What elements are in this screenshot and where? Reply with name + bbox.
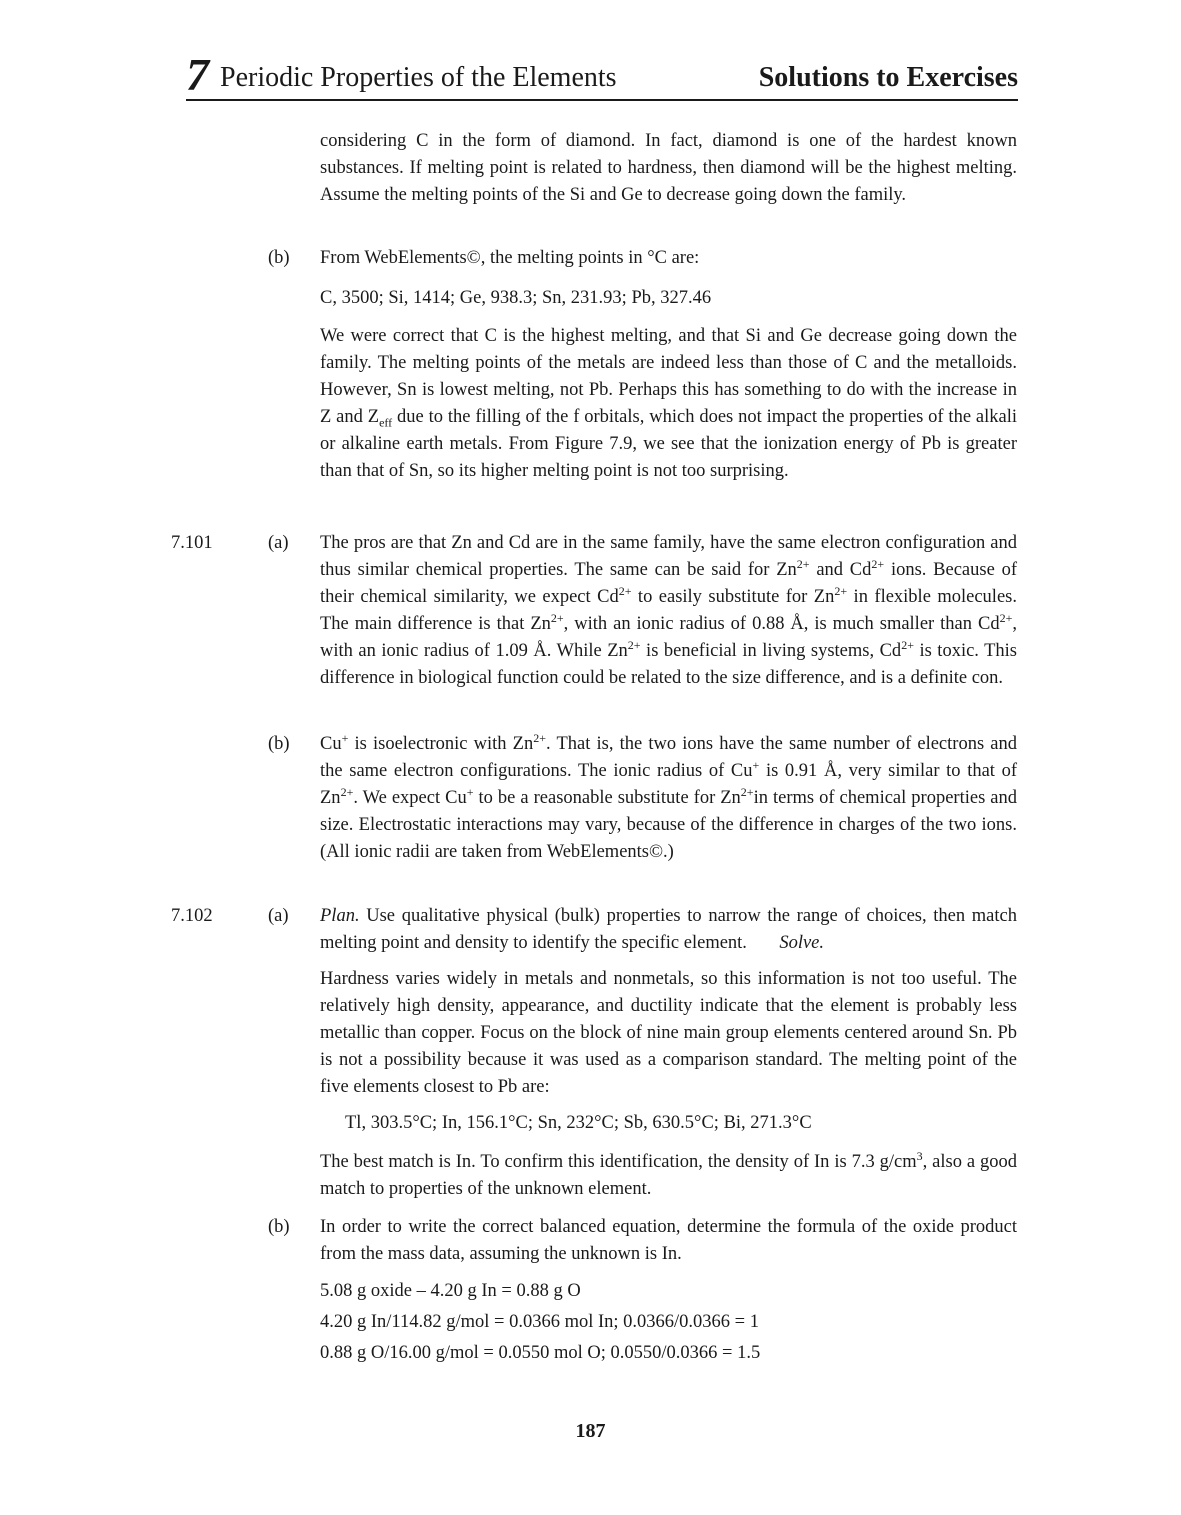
- header-rule: [186, 99, 1018, 101]
- exercise-number-7-102: 7.102: [171, 906, 213, 926]
- best-match-text-b: , also a good match to properties of the unknown element.: [320, 1152, 1017, 1199]
- label-a: (a): [268, 533, 289, 553]
- equation-2: 4.20 g In/114.82 g/mol = 0.0366 mol In; 0.0366/0.0366 = 1: [320, 1312, 759, 1332]
- label-a-2: (a): [268, 906, 289, 926]
- equation-1: 5.08 g oxide – 4.20 g In = 0.88 g O: [320, 1281, 581, 1301]
- cm3-superscript: 3: [916, 1148, 923, 1163]
- equation-3: 0.88 g O/16.00 g/mol = 0.0550 mol O; 0.0550/0.0366 = 1.5: [320, 1343, 761, 1363]
- label-b-3: (b): [268, 1217, 290, 1237]
- exercise-number-7-101: 7.101: [171, 533, 213, 553]
- solve-label: Solve.: [779, 933, 824, 953]
- paragraph-cu: Cu+ is isoelectronic with $Zn^{2+}$. That is, the two ions have the same number of electrons and the same electron configurations. The ionic radius of Cu+ is 0.91 Å, very similar to that of $Zn^{2+}$. We expect Cu+ to be a reasonable substitute for $Zn^{2+}in$ terms of chemical properties and size. Electrostatic interactions may vary, because of the difference in charges of the two ions. (All ionic radii are taken from WebElements©.): [320, 730, 1017, 862]
- paragraph-zn-cd: The pros are that Zn and Cd are in the same family, have the same electron configuration and thus similar chemical properties. The same can be said for $Zn^{2+}$ and $Cd^{2+}$ ions. Because of their chemical similarity, we expect $Cd^{2+}$ to easily substitute for $Zn^{2+}$ in flexible molecules. The main difference is that $Zn^{2+}$, with an ionic radius of 0.88 Å, is much smaller than $Cd^{2+}$, with an ionic radius of 1.09 Å. While $Zn^{2+}$ is beneficial in living systems, $Cd^{2+}$ is toxic. This difference in biological function could be related to the size difference, and is a definite con.: [320, 533, 1017, 688]
- chapter-number: 7: [186, 49, 209, 100]
- paragraph-oxide: In order to write the correct balanced equation, determine the formula of the oxide product from the mass data, assuming the unknown is In.: [320, 1217, 1017, 1264]
- plan-text: Use qualitative physical (bulk) properties to narrow the range of choices, then match melting point and density to identify the specific element.: [320, 906, 1017, 953]
- page-number: 187: [575, 1420, 606, 1442]
- section-title: Solutions to Exercises: [758, 62, 1018, 93]
- running-header: [186, 49, 1018, 106]
- label-b: (b): [268, 248, 290, 268]
- paragraph-best-match: [320, 1149, 1017, 1203]
- chapter-title: Periodic Properties of the Elements: [220, 62, 617, 93]
- paragraph-conclusion: [320, 323, 1017, 485]
- label-b-2: (b): [268, 734, 290, 754]
- conclusion-text-b: due to the filling of the f orbitals, which does not impact the properties of the alkali or alkaline earth metals. From Figure 7.9, we see that the ionization energy of Pb is greater than that of Sn, so its higher melting point is not too surprising.: [320, 407, 1017, 481]
- paragraph-diamond: considering C in the form of diamond. In fact, diamond is one of the hardest known substances. If melting point is related to hardness, then diamond will be the highest melting. Assume the melting points of the Si and Ge to decrease going down the family.: [320, 131, 1017, 205]
- paragraph-hardness: Hardness varies widely in metals and nonmetals, so this information is not too useful. The relatively high density, appearance, and ductility indicate that the element is probably less metallic than copper. Focus on the block of nine main group elements centered around Sn. Pb is not a possibility because it was used as a comparison standard. The melting point of the five elements closest to Pb are:: [320, 969, 1017, 1097]
- plan-label: Plan.: [320, 906, 360, 926]
- paragraph-plan: [320, 903, 1017, 957]
- melting-points-list: C, 3500; Si, 1414; Ge, 938.3; Sn, 231.93; Pb, 327.46: [320, 288, 712, 308]
- conclusion-text-a: We were correct that C is the highest melting, and that Si and Ge decrease going down the family. The melting points of the metals are indeed less than those of C and the metalloids. However, Sn is lowest melting, not Pb. Perhaps this has something to do with the increase in Z and Z: [320, 326, 1017, 427]
- paragraph-webelements: From WebElements©, the melting points in °C are:: [320, 248, 700, 268]
- best-match-text-a: The best match is In. To confirm this identification, the density of In is 7.3 g/cm: [320, 1152, 917, 1172]
- melting-points-list-2: Tl, 303.5°C; In, 156.1°C; Sn, 232°C; Sb, 630.5°C; Bi, 271.3°C: [345, 1113, 812, 1133]
- zeff-subscript: eff: [379, 415, 393, 430]
